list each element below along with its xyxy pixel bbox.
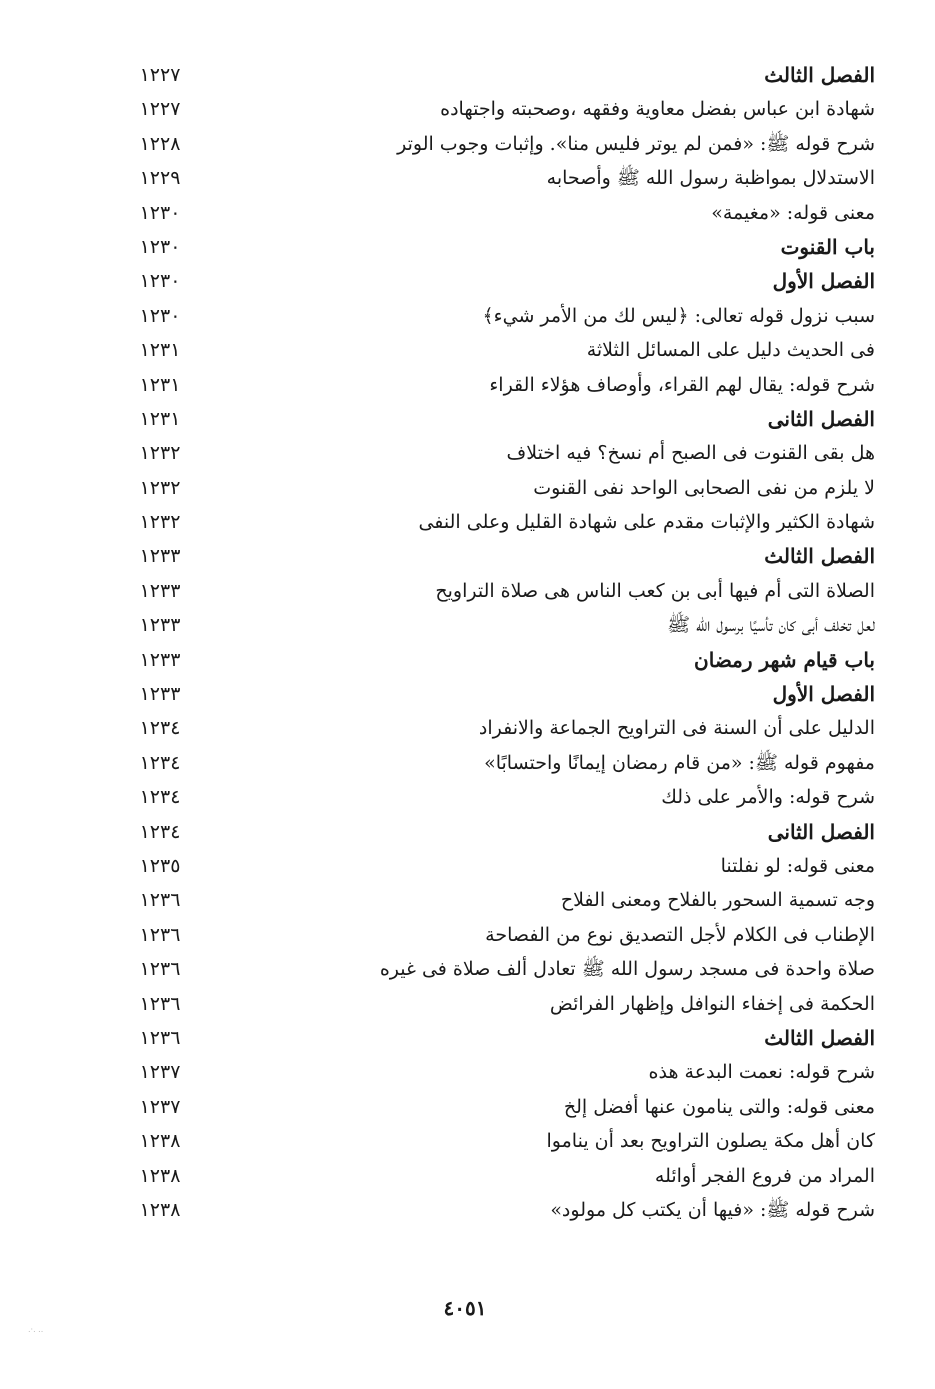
toc-section-heading: [120, 230, 875, 264]
toc-section-heading: [120, 815, 875, 849]
toc-entry-title: شرح قوله ﷺ: «فيها أن يكتب كل مولود»: [550, 1198, 875, 1221]
toc-entry: [120, 161, 875, 195]
toc-entry: [120, 608, 875, 642]
toc-entry-page-number: ١٢٣٤: [139, 717, 181, 740]
toc-entry-page-number: ١٢٣٤: [139, 786, 181, 809]
toc-entry: [120, 196, 875, 230]
toc-entry-page-number: ١٢٣٣: [139, 545, 181, 568]
page-number: ٤٠٥١: [443, 1296, 487, 1320]
toc-entry: [120, 92, 875, 126]
toc-entry-title: شهادة ابن عباس بفضل معاوية وفقهه ،وصحبته واجتهاده: [440, 98, 875, 121]
toc-entry-page-number: ١٢٣١: [139, 373, 181, 396]
toc-entry-page-number: ١٢٣٧: [139, 1095, 181, 1118]
toc-entry-title: باب القنوت: [780, 234, 875, 259]
toc-entry-page-number: ١٢٢٩: [139, 167, 181, 190]
toc-entry-title: هل بقى القنوت فى الصبح أم نسخ؟ فيه اختلاف: [506, 442, 875, 465]
toc-entry-page-number: ١٢٣٦: [139, 889, 181, 912]
toc-entry: [120, 746, 875, 780]
toc-entry-page-number: ١٢٣٥: [139, 854, 181, 877]
toc-entry-page-number: ١٢٣٤: [139, 751, 181, 774]
toc-entry: [120, 780, 875, 814]
toc-entry-page-number: ١٢٣٢: [139, 511, 181, 534]
toc-entry-title: الفصل الثانى: [767, 819, 875, 844]
toc-entry-title: فى الحديث دليل على المسائل الثلاثة: [586, 339, 875, 362]
toc-entry: [120, 436, 875, 470]
toc-entry-page-number: ١٢٣٠: [139, 201, 181, 224]
toc-entry: [120, 1124, 875, 1158]
toc-entry-title: الصلاة التى أم فيها أبى بن كعب الناس هى صلاة التراويح: [435, 579, 875, 602]
toc-section-heading: [120, 643, 875, 677]
toc-entry: [120, 1193, 875, 1227]
toc-entry: [120, 883, 875, 917]
toc-entry-page-number: ١٢٣٣: [139, 579, 181, 602]
toc-entry: [120, 471, 875, 505]
toc-section-heading: [120, 1021, 875, 1055]
toc-entry-title: لا يلزم من نفى الصحابى الواحد نفى القنوت: [533, 476, 875, 499]
toc-entry-page-number: ١٢٣٤: [139, 820, 181, 843]
toc-entry-title: معنى قوله: والتى ينامون عنها أفضل إلخ: [563, 1095, 875, 1118]
toc-entry-title: شهادة الكثير والإثبات مقدم على شهادة القليل وعلى النفى: [418, 511, 875, 534]
toc-entry-page-number: ١٢٣٦: [139, 958, 181, 981]
toc-section-heading: [120, 264, 875, 298]
toc-entry-page-number: ١٢٣٢: [139, 442, 181, 465]
toc-entry: [120, 574, 875, 608]
toc-entry-title: الإطناب فى الكلام لأجل التصديق نوع من الفصاحة: [485, 923, 875, 946]
toc-entry-page-number: ١٢٣٣: [139, 683, 181, 706]
toc-entry-title: المراد من فروع الفجر أوائله: [654, 1164, 875, 1187]
toc-entry: [120, 127, 875, 161]
toc-entry-title: لعل تخلف أبى كان تأسيًا برسول الله ﷺ: [667, 614, 875, 637]
toc-entry-title: الحكمة فى إخفاء النوافل وإظهار الفرائض: [549, 992, 875, 1015]
toc-section-heading: [120, 539, 875, 573]
toc-entry-title: كان أهل مكة يصلون التراويح بعد أن يناموا: [546, 1130, 875, 1153]
toc-entry-title: شرح قوله: والأمر على ذلك: [661, 786, 875, 809]
toc-entry-title: وجه تسمية السحور بالفلاح ومعنى الفلاح: [560, 889, 875, 912]
toc-entry: [120, 1055, 875, 1089]
toc-section-heading: [120, 402, 875, 436]
toc-entry-title: شرح قوله: نعمت البدعة هذه: [648, 1061, 875, 1084]
toc-entry: [120, 333, 875, 367]
toc-entry: [120, 505, 875, 539]
toc-entry-title: شرح قوله ﷺ: «فمن لم يوتر فليس منا». وإثبات وجوب الوتر: [397, 132, 875, 155]
toc-entry: [120, 849, 875, 883]
toc-entry-page-number: ١٢٢٧: [139, 64, 181, 86]
toc-entry-page-number: ١٢٣٨: [139, 1164, 181, 1187]
toc-entry-page-number: ١٢٣٠: [139, 235, 181, 258]
toc-entry-title: مفهوم قوله ﷺ: «من قام رمضان إيمانًا واحتسابًا»: [484, 751, 875, 774]
toc-entry-title: شرح قوله: يقال لهم القراء، وأوصاف هؤلاء القراء: [489, 373, 875, 396]
toc-entry: [120, 918, 875, 952]
toc-entry-page-number: ١٢٢٧: [139, 98, 181, 121]
toc-entry-title: الاستدلال بمواظبة رسول الله ﷺ وأصحابه: [546, 167, 875, 190]
toc-entry-title: الفصل الأول: [772, 682, 875, 707]
scan-speck: .·. ..: [28, 1325, 44, 1334]
toc-entry-page-number: ١٢٣٣: [139, 614, 181, 637]
toc-entry-title: الفصل الثالث: [764, 63, 875, 87]
toc-entry-page-number: ١٢٣٨: [139, 1198, 181, 1221]
toc-entry: [120, 368, 875, 402]
toc-entry-page-number: ١٢٢٨: [139, 132, 181, 155]
toc-entry-page-number: ١٢٣١: [139, 339, 181, 362]
toc-entry: [120, 952, 875, 986]
toc-entry-title: صلاة واحدة فى مسجد رسول الله ﷺ تعادل ألف صلاة فى غيره: [379, 958, 875, 981]
toc-section-heading: [120, 677, 875, 711]
toc-entry-page-number: ١٢٣٢: [139, 476, 181, 499]
toc-entry: [120, 987, 875, 1021]
toc-entry-title: معنى قوله: لو نفلتنا: [720, 854, 875, 877]
toc-entry: [120, 299, 875, 333]
toc-entry-title: سبب نزول قوله تعالى: ﴿ليس لك من الأمر شيء﴾: [482, 304, 875, 327]
table-of-contents: [120, 58, 875, 1227]
toc-entry-page-number: ١٢٣٦: [139, 923, 181, 946]
toc-entry-page-number: ١٢٣٦: [139, 1026, 181, 1049]
toc-entry-title: الفصل الثالث: [764, 544, 875, 569]
toc-entry-page-number: ١٢٣٣: [139, 648, 181, 671]
toc-entry-title: الفصل الثالث: [764, 1025, 875, 1050]
toc-entry-title: الدليل على أن السنة فى التراويح الجماعة والانفراد: [478, 717, 875, 740]
toc-section-heading: [120, 58, 875, 92]
toc-entry-page-number: ١٢٣٠: [139, 270, 181, 293]
toc-entry-page-number: ١٢٣١: [139, 407, 181, 430]
toc-entry-title: معنى قوله: «مغيمة»: [711, 201, 875, 224]
toc-entry: [120, 1090, 875, 1124]
toc-entry-title: باب قيام شهر رمضان: [694, 647, 875, 672]
toc-entry-page-number: ١٢٣٦: [139, 992, 181, 1015]
toc-entry-page-number: ١٢٣٧: [139, 1061, 181, 1084]
toc-entry-title: الفصل الأول: [772, 269, 875, 294]
toc-entry-page-number: ١٢٣٠: [139, 304, 181, 327]
toc-entry-page-number: ١٢٣٨: [139, 1130, 181, 1153]
toc-entry: [120, 1159, 875, 1193]
toc-entry: [120, 711, 875, 745]
toc-entry-title: الفصل الثانى: [767, 406, 875, 431]
